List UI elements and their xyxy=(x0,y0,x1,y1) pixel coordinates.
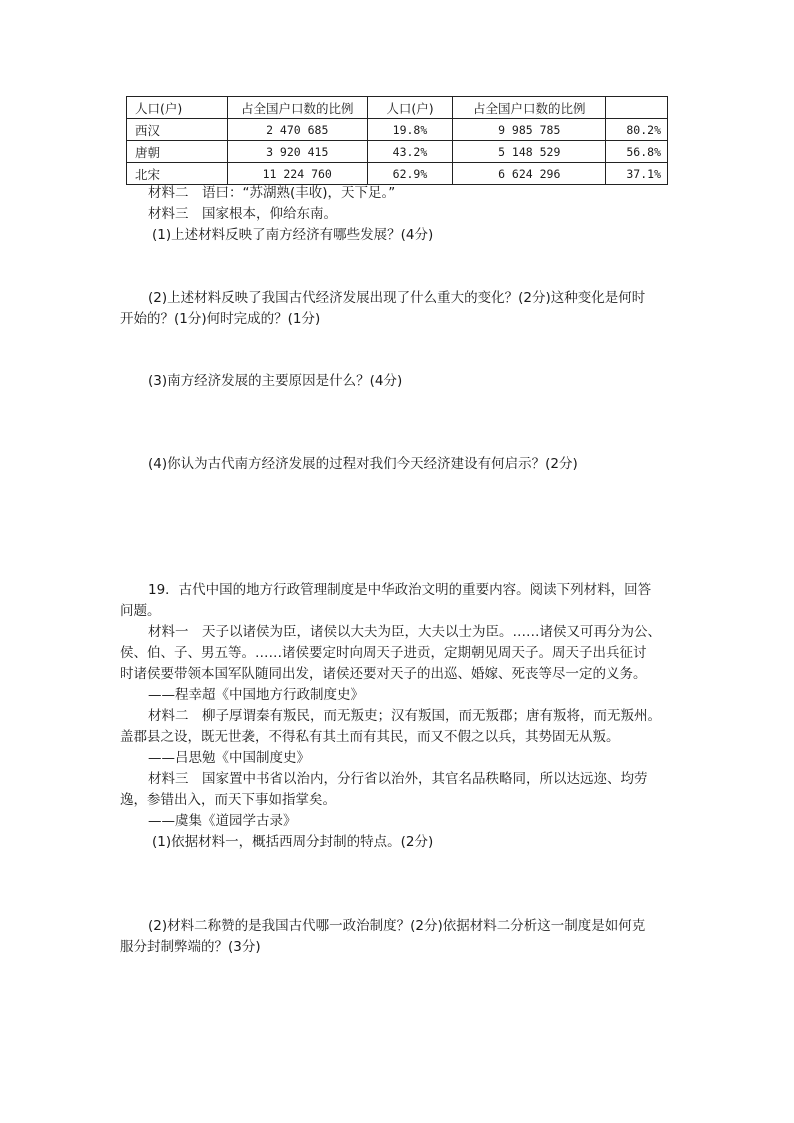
q19-material-2-cont: 盖郡县之设，既无世袭，不得私有其土而有其民，而又不假之以兵，其势固无从叛。 xyxy=(120,729,620,745)
q18-subquestion-1: (1)上述材料反映了南方经济有哪些发展？(4分) xyxy=(152,227,434,243)
q19-material-2: 材料二 柳子厚谓秦有叛民，而无叛吏；汉有叛国，而无叛郡；唐有叛将，而无叛州。 xyxy=(148,708,661,724)
q19-material-1-source: ——程幸超《中国地方行政制度史》 xyxy=(148,687,364,703)
q19-material-2-source: ——吕思勉《中国制度史》 xyxy=(148,750,310,766)
q19-material-1-cont: 时诸侯要带领本国军队随同出发，诸侯还要对天子的出巡、婚嫁、死丧等尽一定的义务。 xyxy=(120,666,647,682)
q18-material-2: 材料二 语曰：“苏湖熟(丰收)，天下足。” xyxy=(148,185,396,201)
q18-material-3: 材料三 国家根本，仰给东南。 xyxy=(148,206,337,222)
q19-subquestion-2: (2)材料二称赞的是我国古代哪一政治制度？(2分)依据材料二分析这一制度是如何克 xyxy=(148,918,646,934)
table-cell: 43.2% xyxy=(367,141,453,163)
table-cell: 11 224 760 xyxy=(227,163,367,185)
q19-material-1: 材料一 天子以诸侯为臣，诸侯以大夫为臣，大夫以士为臣。……诸侯又可再分为公、 xyxy=(148,624,661,640)
population-table xyxy=(126,96,668,185)
q19-material-3-source: ——虞集《道园学古录》 xyxy=(148,813,297,829)
q19-intro-cont: 问题。 xyxy=(120,603,161,619)
q19-intro: 19．古代中国的地方行政管理制度是中华政治文明的重要内容。阅读下列材料，回答 xyxy=(148,582,652,598)
q19-material-3-cont: 逸，参错出入，而天下事如指掌矣。 xyxy=(120,792,336,808)
table-cell: 9 985 785 xyxy=(453,119,606,141)
table-cell-dynasty: 西汉 xyxy=(127,119,228,141)
table-cell: 19.8% xyxy=(367,119,453,141)
table-cell: 37.1% xyxy=(606,163,668,185)
q19-material-3: 材料三 国家置中书省以治内，分行省以治外，其官名品秩略同，所以达远迩、均劳 xyxy=(148,771,648,787)
table-header: 占全国户口数的比例 xyxy=(227,97,367,119)
table-header xyxy=(606,97,668,119)
table-cell: 2 470 685 xyxy=(227,119,367,141)
q18-subquestion-2-cont: 开始的？(1分)何时完成的？(1分) xyxy=(120,311,321,327)
table-header: 人口(户) xyxy=(127,97,228,119)
table-row xyxy=(127,163,668,185)
table-cell: 3 920 415 xyxy=(227,141,367,163)
table-header: 占全国户口数的比例 xyxy=(453,97,606,119)
table-cell: 56.8% xyxy=(606,141,668,163)
table-cell: 6 624 296 xyxy=(453,163,606,185)
table-header-row xyxy=(127,97,668,119)
q19-subquestion-1: (1)依据材料一，概括西周分封制的特点。(2分) xyxy=(152,834,434,850)
table-cell-dynasty: 唐朝 xyxy=(127,141,228,163)
table-cell-dynasty: 北宋 xyxy=(127,163,228,185)
q18-subquestion-3: (3)南方经济发展的主要原因是什么？(4分) xyxy=(148,373,403,389)
table-cell: 80.2% xyxy=(606,119,668,141)
table-row xyxy=(127,119,668,141)
table-row xyxy=(127,141,668,163)
table-cell: 62.9% xyxy=(367,163,453,185)
q19-material-1-cont: 侯、伯、子、男五等。……诸侯要定时向周天子进贡，定期朝见周天子。周天子出兵征讨 xyxy=(120,645,647,661)
table-header: 人口(户) xyxy=(367,97,453,119)
q19-subquestion-2-cont: 服分封制弊端的？(3分) xyxy=(120,939,261,955)
q18-subquestion-2: (2)上述材料反映了我国古代经济发展出现了什么重大的变化？(2分)这种变化是何时 xyxy=(148,290,646,306)
table-cell: 5 148 529 xyxy=(453,141,606,163)
q18-subquestion-4: (4)你认为古代南方经济发展的过程对我们今天经济建设有何启示？(2分) xyxy=(148,456,578,472)
